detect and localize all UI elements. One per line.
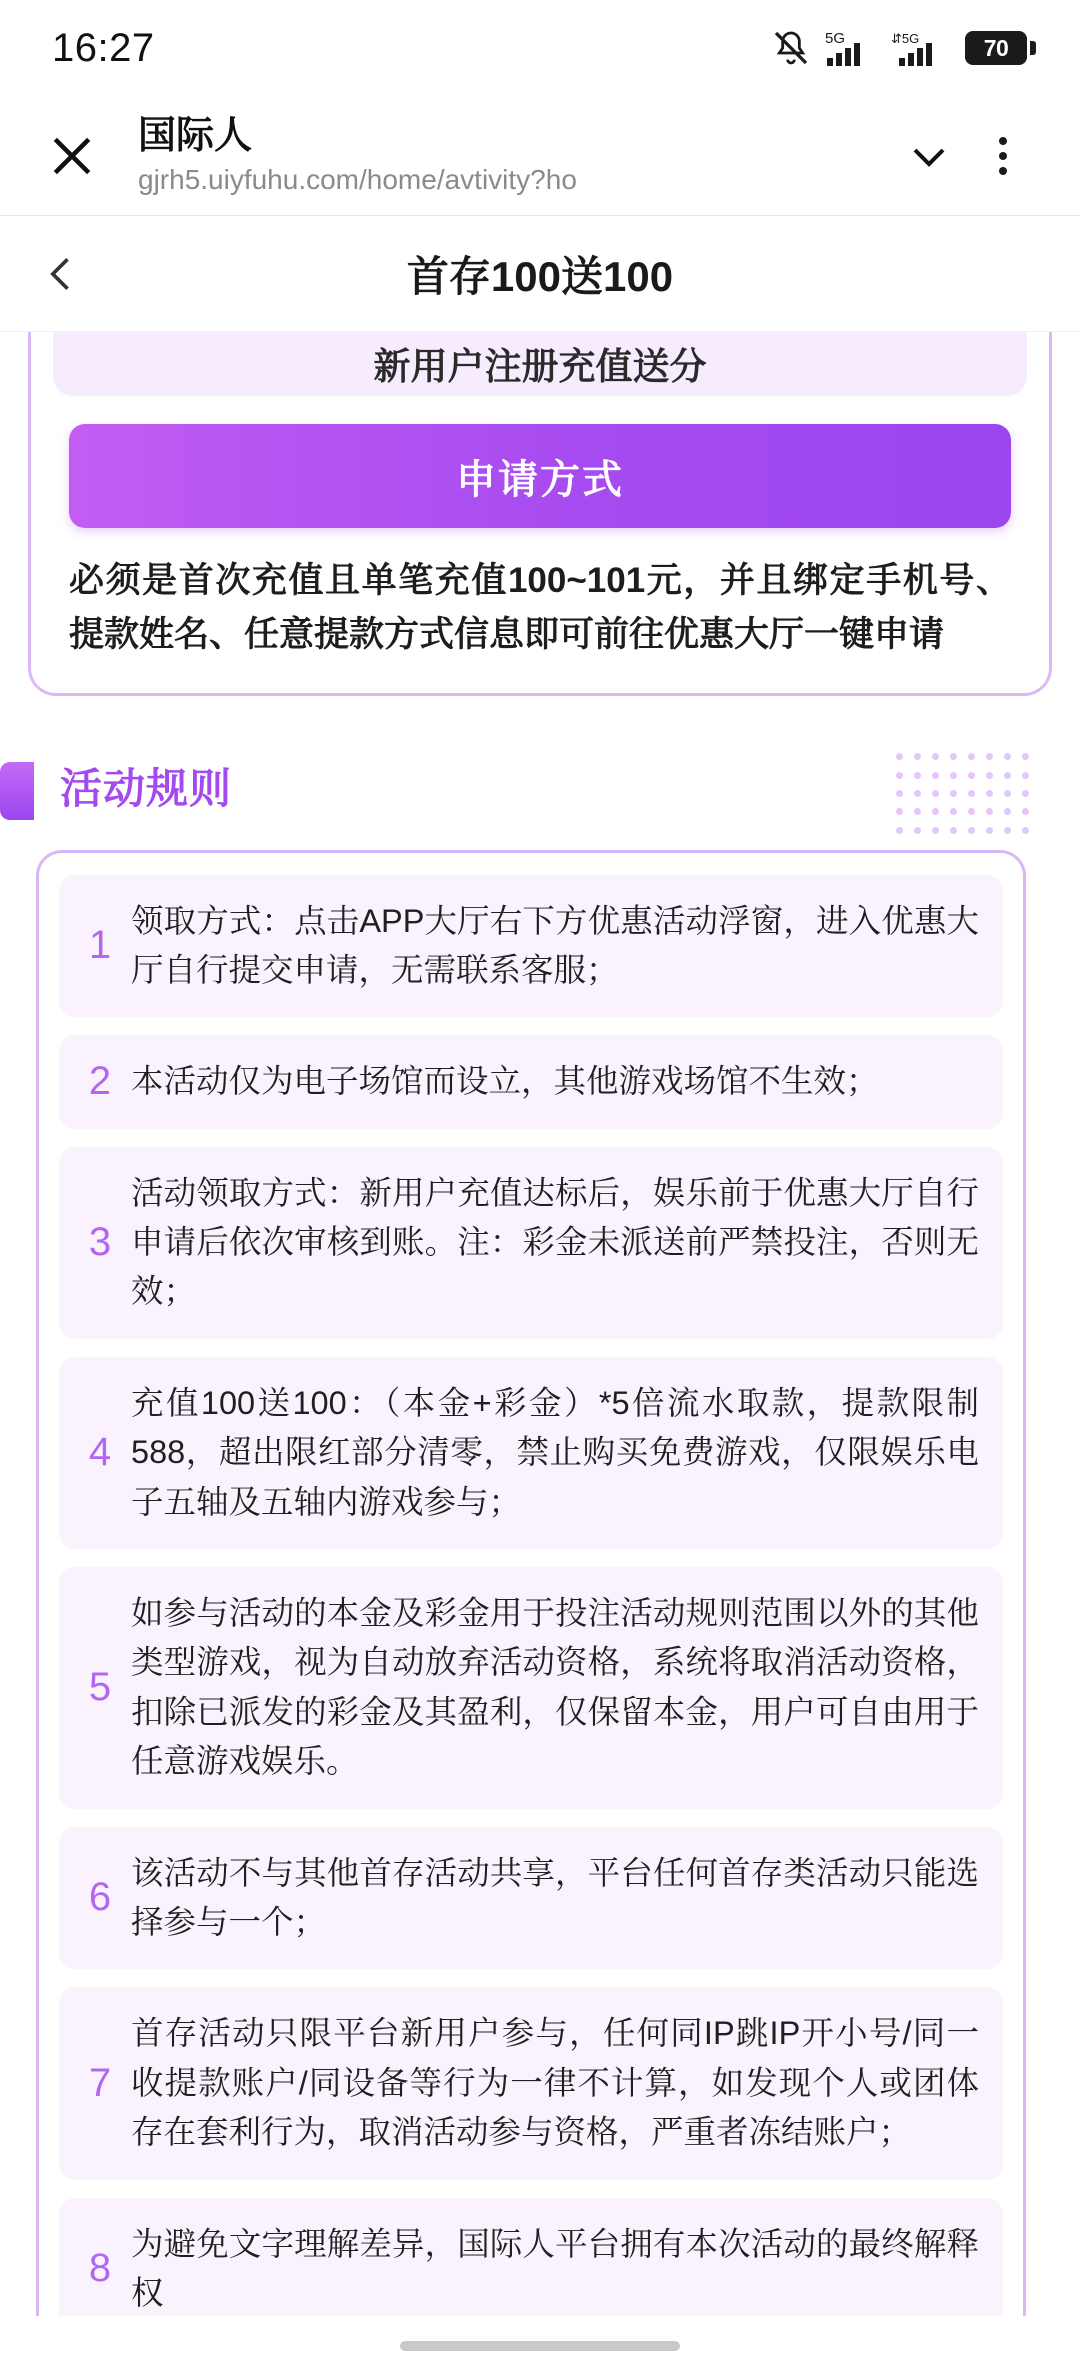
list-item (59, 1567, 1003, 1809)
signal-5g-icon (825, 28, 877, 68)
dot-pattern-decoration (892, 750, 1032, 838)
home-indicator[interactable] (400, 2341, 680, 2351)
rule-number: 4 (88, 1430, 112, 1475)
browser-top-bar (0, 96, 1080, 216)
rule-number: 2 (88, 1059, 112, 1104)
rules-header-accent-bar (0, 762, 34, 820)
battery-icon (965, 31, 1036, 65)
svg-text:5G: 5G (825, 30, 846, 47)
page-header (0, 216, 1080, 332)
site-title: 国际人 (138, 114, 253, 157)
rule-text: 领取方式：点击APP大厅右下方优惠活动浮窗，进入优惠大厅自行提交申请，无需联系客服； (131, 902, 979, 988)
rule-text: 为避免文字理解差异，国际人平台拥有本次活动的最终解释权 (131, 2225, 979, 2311)
rule-text: 充值100送100：（本金+彩金）*5倍流水取款，提款限制588，超出限红部分清零，禁止购买免费游戏，仅限娱乐电子五轴及五轴内游戏参与； (131, 1384, 979, 1520)
status-bar (0, 0, 1080, 96)
apply-method-card (28, 332, 1052, 696)
apply-method-title (69, 424, 1011, 528)
list-item (59, 1827, 1003, 1970)
register-banner-label: 新用户注册充值送分 (373, 346, 707, 388)
status-time: 16:27 (52, 25, 155, 70)
apply-method-title-label: 申请方式 (456, 457, 624, 502)
signal-5g-secondary-icon (891, 28, 951, 68)
rules-section (0, 744, 1062, 2317)
list-item (59, 2198, 1003, 2316)
register-banner (53, 332, 1027, 396)
list-item (59, 1987, 1003, 2179)
list-item (59, 1147, 1003, 1339)
site-url: gjrh5.uiyfuhu.com/home/avtivity?ho (138, 164, 577, 196)
status-icon-group (771, 28, 1036, 68)
close-icon[interactable] (36, 120, 108, 192)
rule-number: 8 (88, 2246, 112, 2291)
rules-heading: 活动规则 (60, 764, 233, 812)
battery-level-label: 70 (983, 34, 1009, 61)
list-item (59, 1357, 1003, 1549)
rule-number: 3 (88, 1220, 112, 1265)
rule-number: 1 (88, 923, 112, 968)
rule-number: 7 (88, 2060, 112, 2105)
mute-icon (771, 28, 811, 68)
rule-number: 5 (88, 1665, 112, 1710)
rule-text: 活动领取方式：新用户充值达标后，娱乐前于优惠大厅自行申请后依次审核到账。注：彩金未派送前严禁投注，否则无效； (131, 1174, 979, 1310)
svg-text:⇵5G: ⇵5G (891, 31, 920, 46)
rule-text: 首存活动只限平台新用户参与，任何同IP跳IP开小号/同一收提款账户/同设备等行为一律不计算，如发现个人或团体存在套利行为，取消活动参与资格，严重者冻结账户； (131, 2015, 979, 2151)
rule-text: 本活动仅为电子场馆而设立，其他游戏场馆不生效； (131, 1063, 879, 1100)
rule-number: 6 (88, 1875, 112, 1920)
rule-text: 如参与活动的本金及彩金用于投注活动规则范围以外的其他类型游戏，视为自动放弃活动资格，系统将取消活动资格，扣除已派发的彩金及其盈利，仅保留本金，用户可自由用于任意游戏娱乐。 (131, 1595, 979, 1780)
browser-title-block[interactable] (108, 113, 892, 199)
rules-list (36, 850, 1026, 2317)
list-item (59, 1035, 1003, 1128)
page-title: 首存100送100 (406, 252, 674, 300)
home-indicator-bar (0, 2316, 1080, 2376)
rule-text: 该活动不与其他首存活动共享，平台任何首存类活动只能选择参与一个； (131, 1854, 979, 1940)
kebab-menu-icon[interactable] (966, 119, 1040, 193)
list-item (59, 875, 1003, 1018)
apply-method-text: 必须是首次充值且单笔充值100~101元，并且绑定手机号、提款姓名、任意提款方式信息即可前往优惠大厅一键申请 (69, 561, 1011, 655)
page-content (0, 332, 1080, 2316)
rules-header (0, 744, 1062, 840)
chevron-down-icon[interactable] (892, 119, 966, 193)
